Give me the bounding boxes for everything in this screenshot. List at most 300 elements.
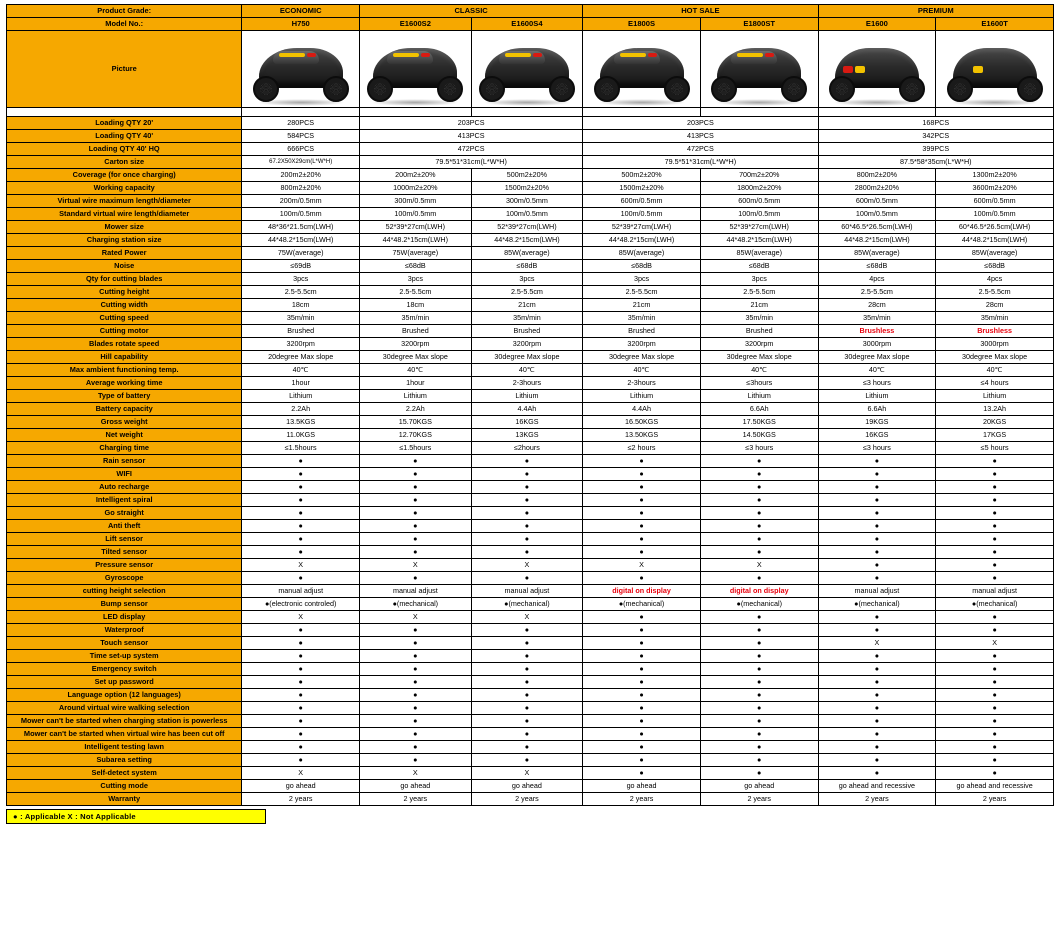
row-value: 200m2±20% — [242, 169, 360, 182]
table-row — [7, 338, 1054, 351]
row-value: ● — [583, 754, 701, 767]
row-value: digital on display — [583, 585, 701, 598]
row-value: ● — [242, 663, 360, 676]
row-value: 44*48.2*15cm(LWH) — [936, 234, 1054, 247]
row-label: Around virtual wire walking selection — [7, 702, 242, 715]
row-value: 52*39*27cm(LWH) — [360, 221, 472, 234]
row-value: Lithium — [818, 390, 936, 403]
row-value: ● — [360, 533, 472, 546]
row-value: 800m2±20% — [242, 182, 360, 195]
row-value: 40℃ — [700, 364, 818, 377]
row-value: Lithium — [360, 390, 472, 403]
row-value: 11.0KGS — [242, 429, 360, 442]
row-value: 35m/min — [818, 312, 936, 325]
row-value: 584PCS — [242, 130, 360, 143]
table-row — [7, 507, 1054, 520]
mower-illustration — [363, 32, 467, 106]
row-value: ● — [818, 494, 936, 507]
row-value: 85W(average) — [471, 247, 583, 260]
row-value: 2-3hours — [471, 377, 583, 390]
row-value: 40℃ — [242, 364, 360, 377]
row-value: ● — [242, 572, 360, 585]
row-value: ● — [583, 741, 701, 754]
row-label: Standard virtual wire length/diameter — [7, 208, 242, 221]
grade-economic: ECONOMIC — [242, 5, 360, 18]
row-value: ● — [583, 546, 701, 559]
row-value: 500m2±20% — [471, 169, 583, 182]
row-value: digital on display — [700, 585, 818, 598]
row-value: ● — [360, 715, 472, 728]
row-value: ● — [818, 754, 936, 767]
row-value: ● — [700, 741, 818, 754]
table-row — [7, 793, 1054, 806]
row-label: Working capacity — [7, 182, 242, 195]
row-value: 60*46.5*26.5cm(LWH) — [818, 221, 936, 234]
row-value: 40℃ — [936, 364, 1054, 377]
row-value: 2.5-5.5cm — [360, 286, 472, 299]
row-value: ●(mechanical) — [583, 598, 701, 611]
row-label: Self-detect system — [7, 767, 242, 780]
row-value: ● — [700, 494, 818, 507]
row-value: ● — [818, 650, 936, 663]
row-value: 12.70KGS — [360, 429, 472, 442]
row-value: ● — [242, 624, 360, 637]
row-value: ● — [360, 546, 472, 559]
row-value: ● — [936, 624, 1054, 637]
row-value: 500m2±20% — [583, 169, 701, 182]
row-label: Bump sensor — [7, 598, 242, 611]
table-row — [7, 650, 1054, 663]
row-value: 13.2Ah — [936, 403, 1054, 416]
row-label: Go straight — [7, 507, 242, 520]
row-value: 79.5*51*31cm(L*W*H) — [360, 156, 583, 169]
row-value: ● — [818, 702, 936, 715]
row-value: 85W(average) — [936, 247, 1054, 260]
row-value: Lithium — [583, 390, 701, 403]
row-value: 2.5-5.5cm — [471, 286, 583, 299]
row-value: ● — [700, 520, 818, 533]
row-value: ● — [818, 728, 936, 741]
product-image-0 — [242, 31, 360, 108]
row-value: ● — [360, 754, 472, 767]
row-value: ● — [936, 468, 1054, 481]
spacer-cell — [818, 108, 936, 117]
row-value: ● — [583, 689, 701, 702]
row-value: ● — [583, 702, 701, 715]
row-label: Set up password — [7, 676, 242, 689]
row-label: Gross weight — [7, 416, 242, 429]
row-value: Lithium — [700, 390, 818, 403]
row-value: ● — [242, 741, 360, 754]
table-row — [7, 520, 1054, 533]
row-value: ● — [700, 676, 818, 689]
row-label: Tilted sensor — [7, 546, 242, 559]
row-value: ● — [471, 481, 583, 494]
table-row — [7, 624, 1054, 637]
row-value: ● — [242, 494, 360, 507]
row-label: Noise — [7, 260, 242, 273]
row-value: ● — [936, 611, 1054, 624]
row-label: Loading QTY 40' HQ — [7, 143, 242, 156]
row-value: 75W(average) — [360, 247, 472, 260]
row-value: ● — [936, 559, 1054, 572]
row-value: 3200rpm — [700, 338, 818, 351]
row-value: Lithium — [471, 390, 583, 403]
model-col-3: E1800S — [583, 18, 701, 31]
mower-illustration — [943, 32, 1047, 106]
row-value: ●(mechanical) — [818, 598, 936, 611]
row-value: ● — [471, 637, 583, 650]
table-row — [7, 312, 1054, 325]
spacer-cell — [583, 108, 701, 117]
row-value: ● — [818, 507, 936, 520]
table-row — [7, 416, 1054, 429]
row-value: ● — [700, 546, 818, 559]
row-value: ● — [583, 481, 701, 494]
row-value: ● — [936, 689, 1054, 702]
row-value: 200m2±20% — [360, 169, 472, 182]
row-value: ● — [583, 611, 701, 624]
row-value: ● — [583, 455, 701, 468]
row-value: go ahead — [242, 780, 360, 793]
row-value: 600m/0.5mm — [936, 195, 1054, 208]
row-value: 16KGS — [818, 429, 936, 442]
row-value: ● — [583, 507, 701, 520]
row-label: Rain sensor — [7, 455, 242, 468]
row-value: ● — [360, 637, 472, 650]
row-value: go ahead — [583, 780, 701, 793]
row-label: Auto recharge — [7, 481, 242, 494]
row-label: Charging station size — [7, 234, 242, 247]
row-value: ● — [471, 520, 583, 533]
row-value: X — [242, 767, 360, 780]
table-row — [7, 403, 1054, 416]
row-value: ● — [818, 611, 936, 624]
table-row — [7, 481, 1054, 494]
row-value: 18cm — [242, 299, 360, 312]
row-label: Max ambient functioning temp. — [7, 364, 242, 377]
row-value: ● — [936, 754, 1054, 767]
row-value: ● — [936, 572, 1054, 585]
row-value: 17KGS — [936, 429, 1054, 442]
row-label: Qty for cutting blades — [7, 273, 242, 286]
row-value: 44*48.2*15cm(LWH) — [242, 234, 360, 247]
row-value: 100m/0.5mm — [242, 208, 360, 221]
row-label: Cutting mode — [7, 780, 242, 793]
row-value: ● — [471, 728, 583, 741]
row-value: Brushed — [360, 325, 472, 338]
row-value: 75W(average) — [242, 247, 360, 260]
row-value: 2-3hours — [583, 377, 701, 390]
row-value: ● — [242, 507, 360, 520]
row-value: 52*39*27cm(LWH) — [700, 221, 818, 234]
row-value: 35m/min — [471, 312, 583, 325]
row-value: 300m/0.5mm — [471, 195, 583, 208]
row-value: ● — [360, 702, 472, 715]
row-value: 67.2X50X29cm(L*W*H) — [242, 156, 360, 169]
row-value: go ahead — [471, 780, 583, 793]
table-row — [7, 208, 1054, 221]
row-value: 3pcs — [471, 273, 583, 286]
row-value: 15.70KGS — [360, 416, 472, 429]
row-label: Blades rotate speed — [7, 338, 242, 351]
row-value: ● — [471, 507, 583, 520]
mower-illustration — [825, 32, 929, 106]
row-value: ≤1.5hours — [242, 442, 360, 455]
table-row — [7, 117, 1054, 130]
row-value: 21cm — [700, 299, 818, 312]
row-value: ● — [936, 767, 1054, 780]
row-label: Cutting speed — [7, 312, 242, 325]
row-value: 3pcs — [583, 273, 701, 286]
row-value: ● — [471, 624, 583, 637]
row-value: 35m/min — [583, 312, 701, 325]
row-value: ● — [360, 494, 472, 507]
row-label: LED display — [7, 611, 242, 624]
row-value: ● — [818, 468, 936, 481]
row-value: 3200rpm — [360, 338, 472, 351]
row-value: 4pcs — [818, 273, 936, 286]
table-row — [7, 429, 1054, 442]
row-label: Intelligent spiral — [7, 494, 242, 507]
row-value: ● — [242, 455, 360, 468]
row-value: ● — [936, 650, 1054, 663]
row-value: ● — [583, 520, 701, 533]
row-label: Time set-up system — [7, 650, 242, 663]
row-value: 13.5KGS — [242, 416, 360, 429]
table-row — [7, 676, 1054, 689]
row-value: 2 years — [936, 793, 1054, 806]
table-row — [7, 390, 1054, 403]
row-label: Anti theft — [7, 520, 242, 533]
row-value: 4pcs — [936, 273, 1054, 286]
table-row — [7, 286, 1054, 299]
row-value: ≤3 hours — [700, 442, 818, 455]
row-value: ● — [936, 741, 1054, 754]
row-value: 399PCS — [818, 143, 1053, 156]
label-product-grade: Product Grade: — [7, 5, 242, 18]
row-value: X — [471, 767, 583, 780]
row-value: ● — [936, 455, 1054, 468]
row-value: ● — [818, 533, 936, 546]
row-value: 100m/0.5mm — [936, 208, 1054, 221]
row-value: 20KGS — [936, 416, 1054, 429]
row-value: Brushed — [242, 325, 360, 338]
row-value: 44*48.2*15cm(LWH) — [471, 234, 583, 247]
row-label: Net weight — [7, 429, 242, 442]
row-value: ● — [818, 481, 936, 494]
row-value: ● — [936, 702, 1054, 715]
table-row — [7, 273, 1054, 286]
table-row — [7, 767, 1054, 780]
row-value: 3200rpm — [583, 338, 701, 351]
row-value: ● — [471, 533, 583, 546]
mower-illustration — [590, 32, 694, 106]
row-value: ● — [471, 494, 583, 507]
row-value: ● — [818, 767, 936, 780]
table-row — [7, 559, 1054, 572]
row-value: 2 years — [242, 793, 360, 806]
row-value: ● — [360, 572, 472, 585]
spacer-cell — [471, 108, 583, 117]
row-label: Type of battery — [7, 390, 242, 403]
table-row — [7, 195, 1054, 208]
row-label: Emergency switch — [7, 663, 242, 676]
row-value: ● — [471, 663, 583, 676]
row-value: 28cm — [936, 299, 1054, 312]
row-value: 40℃ — [360, 364, 472, 377]
row-value: 52*39*27cm(LWH) — [583, 221, 701, 234]
row-value: 19KGS — [818, 416, 936, 429]
table-row — [7, 377, 1054, 390]
spacer-cell — [7, 108, 242, 117]
row-value: 3600m2±20% — [936, 182, 1054, 195]
row-value: ● — [471, 468, 583, 481]
table-row — [7, 598, 1054, 611]
row-value: ● — [936, 481, 1054, 494]
table-row — [7, 754, 1054, 767]
mower-illustration — [707, 32, 811, 106]
row-value: 30degree Max slope — [818, 351, 936, 364]
table-row — [7, 702, 1054, 715]
row-value: 85W(average) — [583, 247, 701, 260]
row-value: 3000rpm — [818, 338, 936, 351]
row-value: ● — [360, 676, 472, 689]
row-value: 30degree Max slope — [700, 351, 818, 364]
row-value: 35m/min — [360, 312, 472, 325]
spacer-cell — [700, 108, 818, 117]
table-row — [7, 351, 1054, 364]
label-model-no: Model No.: — [7, 18, 242, 31]
row-value: ●(mechanical) — [700, 598, 818, 611]
row-label: Language option (12 languages) — [7, 689, 242, 702]
row-value: 100m/0.5mm — [583, 208, 701, 221]
row-value: ≤1.5hours — [360, 442, 472, 455]
row-value: ≤2 hours — [583, 442, 701, 455]
row-value: go ahead and recessive — [936, 780, 1054, 793]
row-value: 30degree Max slope — [471, 351, 583, 364]
table-row — [7, 221, 1054, 234]
row-value: 1hour — [242, 377, 360, 390]
row-value: X — [242, 611, 360, 624]
grade-classic: CLASSIC — [360, 5, 583, 18]
row-spacer — [7, 108, 1054, 117]
row-value: manual adjust — [471, 585, 583, 598]
row-value: ≤68dB — [936, 260, 1054, 273]
table-row — [7, 546, 1054, 559]
product-image-1 — [360, 31, 472, 108]
row-value: ≤3 hours — [818, 377, 936, 390]
row-value: 2800m2±20% — [818, 182, 936, 195]
row-value: ● — [700, 481, 818, 494]
row-value: 342PCS — [818, 130, 1053, 143]
row-value: 17.50KGS — [700, 416, 818, 429]
table-row — [7, 169, 1054, 182]
spacer-cell — [936, 108, 1054, 117]
row-label: Cutting motor — [7, 325, 242, 338]
row-value: 21cm — [471, 299, 583, 312]
table-row — [7, 234, 1054, 247]
row-value: ● — [936, 520, 1054, 533]
row-value: 40℃ — [583, 364, 701, 377]
row-value: ● — [936, 494, 1054, 507]
row-value: ● — [936, 715, 1054, 728]
row-value: 700m2±20% — [700, 169, 818, 182]
row-label: Virtual wire maximum length/diameter — [7, 195, 242, 208]
row-value: 413PCS — [583, 130, 818, 143]
table-row — [7, 689, 1054, 702]
row-value: Brushless — [818, 325, 936, 338]
table-row — [7, 182, 1054, 195]
row-value: 1800m2±20% — [700, 182, 818, 195]
row-value: 13.50KGS — [583, 429, 701, 442]
row-value: ●(electronic controled) — [242, 598, 360, 611]
row-value: 85W(average) — [818, 247, 936, 260]
row-value: ● — [583, 494, 701, 507]
model-col-4: E1800ST — [700, 18, 818, 31]
row-value: Brushed — [700, 325, 818, 338]
row-value: ● — [583, 637, 701, 650]
row-value: ● — [700, 702, 818, 715]
row-value: manual adjust — [818, 585, 936, 598]
row-value: 6.6Ah — [818, 403, 936, 416]
row-value: 168PCS — [818, 117, 1053, 130]
row-value: manual adjust — [936, 585, 1054, 598]
product-image-2 — [471, 31, 583, 108]
grade-hot-sale: HOT SALE — [583, 5, 818, 18]
row-value: ● — [242, 533, 360, 546]
row-value: 40℃ — [818, 364, 936, 377]
row-value: manual adjust — [242, 585, 360, 598]
row-value: 44*48.2*15cm(LWH) — [360, 234, 472, 247]
row-value: ●(mechanical) — [936, 598, 1054, 611]
table-row — [7, 143, 1054, 156]
row-label: Charging time — [7, 442, 242, 455]
row-value: Brushless — [936, 325, 1054, 338]
row-value: ● — [818, 676, 936, 689]
row-value: ● — [242, 754, 360, 767]
row-value: 52*39*27cm(LWH) — [471, 221, 583, 234]
row-value: 4.4Ah — [583, 403, 701, 416]
row-value: ● — [700, 455, 818, 468]
row-value: ● — [818, 559, 936, 572]
row-value: 2.5-5.5cm — [818, 286, 936, 299]
row-value: 472PCS — [360, 143, 583, 156]
row-value: 30degree Max slope — [583, 351, 701, 364]
row-value: ● — [242, 715, 360, 728]
row-value: ● — [583, 663, 701, 676]
row-value: ● — [818, 689, 936, 702]
row-label: Touch sensor — [7, 637, 242, 650]
row-label: Subarea setting — [7, 754, 242, 767]
row-value: ● — [936, 533, 1054, 546]
row-value: 100m/0.5mm — [818, 208, 936, 221]
model-col-2: E1600S4 — [471, 18, 583, 31]
table-row — [7, 728, 1054, 741]
row-label: Mower can't be started when charging station is powerless — [7, 715, 242, 728]
table-row — [7, 611, 1054, 624]
row-value: X — [471, 611, 583, 624]
row-value: ● — [700, 650, 818, 663]
row-label: Loading QTY 20' — [7, 117, 242, 130]
row-value: ● — [242, 637, 360, 650]
row-label: Gyroscope — [7, 572, 242, 585]
row-value: X — [360, 611, 472, 624]
row-value: 2 years — [818, 793, 936, 806]
row-value: 60*46.5*26.5cm(LWH) — [936, 221, 1054, 234]
row-value: ● — [936, 546, 1054, 559]
row-label: Carton size — [7, 156, 242, 169]
